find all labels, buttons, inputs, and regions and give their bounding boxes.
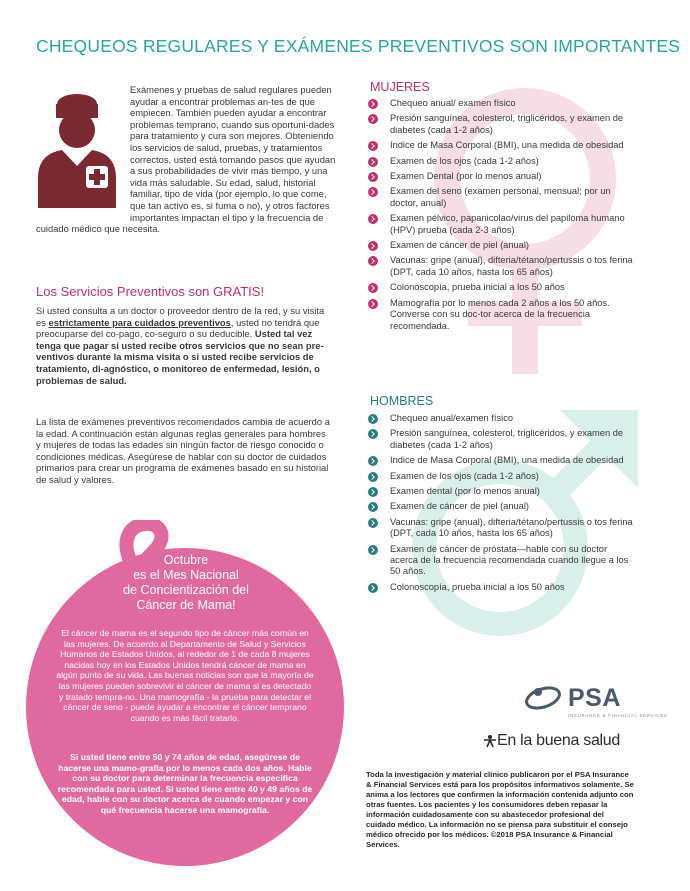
list-item: Presión sanguínea, colesterol, triglicéridos, y examen de diabetes (cada 1-2 años)	[366, 428, 634, 451]
check-circle-icon	[368, 429, 378, 439]
psa-logo	[524, 682, 668, 722]
list-item: Indice de Masa Corporal (BMI), una medida de obesidad	[366, 455, 634, 466]
list-item: Chequeo anual/ examen físico	[366, 98, 634, 109]
disclaimer: Toda la investigación y material clínico publicaron por el PSA Insurance & Financial Services está para los propósitos informativos solamente. Se anima a los lectores que confirmen la información contenida adjunto con otras fuentes. Los pacientes y los consumidores deben repasar la información cuidadosamente con su abastecedor profesional del cuidado médico. La información no se piensa para substituir el consejo médico ofrecido por los médicos. ©2018 PSA Insurance & Financial Services.	[366, 770, 634, 849]
check-circle-icon	[368, 487, 378, 497]
october-body: El cáncer de mama es el segundo tipo de cáncer más común en las mujeres. De acuerdo al Departamento de Salud y Servicios Humanos de Estados Unidos, al rededor de 1 de cada 8 mujeres nacidas hoy en los Estados Unidos tendrá cáncer de mama en algún punto de su vida. Las buenas noticias son que la mayoría de las mujeres pueden sobrevivir el cáncer de mama si es detectado y tratado tempra-no. Una mamografía - la prueba para detectar el cáncer de seno - puede ayudar a encontrar el cáncer temprano cuando es más fácil tratarlo.	[56, 628, 314, 723]
list-item: Mamografía por lo menos cada 2 años a los 50 años. Converse con su doc-tor acerca de la frecuencia recomendada.	[366, 298, 634, 332]
list-item: Examen del seno (examen personal, mensual; por un doctor, anual)	[366, 186, 634, 209]
check-circle-icon	[368, 214, 378, 224]
intro-paragraph: Exámenes y pruebas de salud regulares pueden ayudar a encontrar problemas an-tes de que empiecen. También pueden ayudar a encontrar problemas temprano, cuando sus oportuni-dades para tratamiento y cura son mejores. Obteniendo los servicios de salud, pruebas, y tratamientos correctos, usted está tomando pasos que ayudan a sus probabilidades de vivir más tiempo, y una vida más saludable. Su edad, salud, historial familiar, tipo de vida (por ejemplo, lo que come, que tan activo es, si fuma o no), y otros factores importantes impactan el tipo y la frecuencia de cuidado médico que necesita.	[36, 84, 336, 235]
list-item: Examen de cáncer de piel (anual)	[366, 240, 634, 251]
check-circle-icon	[368, 256, 378, 266]
list-item: Chequeo anual/examen físico	[366, 413, 634, 424]
page-title: CHEQUEOS REGULARES Y EXÁMENES PREVENTIVOS SON IMPORTANTES	[36, 36, 681, 56]
check-circle-icon	[368, 545, 378, 555]
check-circle-icon	[368, 283, 378, 293]
men-heading: HOMBRES	[370, 394, 434, 408]
list-intro-paragraph: La lista de exámenes preventivos recomendados cambia de acuerdo a la edad. A continuación están algunas reglas generales para hombres y mujeres de todas las edades sin ningún factor de riesgo conocido o condiciones médicas. Asegúrese de hablar con su doctor de cuidados primarios para crear un programa de exámenes basado en su historial de salud y valores.	[36, 416, 330, 485]
list-item: Colonoscopía, prueba inicial a los 50 años	[366, 582, 634, 593]
psa-swoosh-icon	[524, 682, 562, 712]
check-circle-icon	[368, 518, 378, 528]
free-services-paragraph: Si usted consulta a un doctor o proveedor dentro de la red, y su visita es estrictamente para cuidados preventivos, usted no tendrá que preocuparse del co-pago, co-seguro o su deducible. Usted tal vez tenga que pagar si usted recibe otros servicios que no sean pre-ventivos durante la misma visita o si usted recibe servicios de tratamiento, di-agnóstico, o monitoreo de enfermedad, lesión, o problemas de salud.	[36, 305, 325, 386]
free-services-heading: Los Servicios Preventivos son GRATIS!	[36, 284, 265, 299]
check-circle-icon	[368, 502, 378, 512]
check-circle-icon	[368, 456, 378, 466]
check-circle-icon	[368, 472, 378, 482]
psa-tagline: INSURANCE & FINANCIAL SERVICES	[568, 713, 668, 718]
october-recommendation: Si usted tiene entre 50 y 74 años de edad, asegúrese de hacerse una mamo-grafía por lo menos cada dos años. Hable con su doctor para determinar la frecuencia especifica recomendada para usted. Si usted tiene entre 40 y 49 años de edad, hable con su doctor acerca de cuando empezar y con qué frecuencia hacerse una mamografía.	[57, 752, 313, 815]
check-circle-icon	[368, 141, 378, 151]
check-circle-icon	[368, 583, 378, 593]
check-circle-icon	[368, 241, 378, 251]
check-circle-icon	[368, 99, 378, 109]
check-circle-icon	[368, 157, 378, 167]
list-item: Examen de cáncer de piel (anual)	[366, 501, 634, 512]
check-circle-icon	[368, 172, 378, 182]
list-item: Vacunas: gripe (anual), difteria/tétano/pertussis o tos ferina (DPT, cada 10 años, hasta los 65 años)	[366, 517, 634, 540]
list-item: Vacunas: gripe (anual), difteria/tétano/pertussis o tos ferina (DPT, cada 10 años, hasta los 65 años)	[366, 255, 634, 278]
list-item: Examen pélvico, papanicolao/virus del papiloma humano (HPV) prueba (cada 2-3 años)	[366, 213, 634, 236]
check-circle-icon	[368, 187, 378, 197]
psa-wordmark: PSA	[568, 684, 621, 712]
women-heading: MUJERES	[370, 80, 430, 94]
list-item: Presión sanguínea, colesterol, triglicéridos, y examen de diabetes (cada 1-2 años)	[366, 113, 634, 136]
list-item: Colonoscopía, prueba inicial a los 50 años	[366, 282, 634, 293]
check-circle-icon	[368, 114, 378, 124]
buena-salud-icon	[483, 734, 497, 748]
men-checklist	[366, 413, 634, 597]
list-item: Indice de Masa Corporal (BMI), una medida de obesidad	[366, 140, 634, 151]
list-item: Examen dental (por lo menos anual)	[366, 486, 634, 497]
buena-salud-logo: En la buena salud	[497, 732, 621, 749]
list-item: Examen Dental (por lo menos anual)	[366, 171, 634, 182]
list-item: Examen de cáncer de próstata—hable con su doctor acerca de la frecuencia recomendada cuando llegue a los 50 años.	[366, 544, 634, 578]
list-item: Examen de los ojos (cada 1-2 años)	[366, 471, 634, 482]
check-circle-icon	[368, 414, 378, 424]
october-title: Octubre es el Mes Nacional de Concientización del Cáncer de Mama!	[123, 553, 249, 612]
list-item: Examen de los ojos (cada 1-2 años)	[366, 156, 634, 167]
check-circle-icon	[368, 299, 378, 309]
women-checklist	[366, 98, 634, 336]
